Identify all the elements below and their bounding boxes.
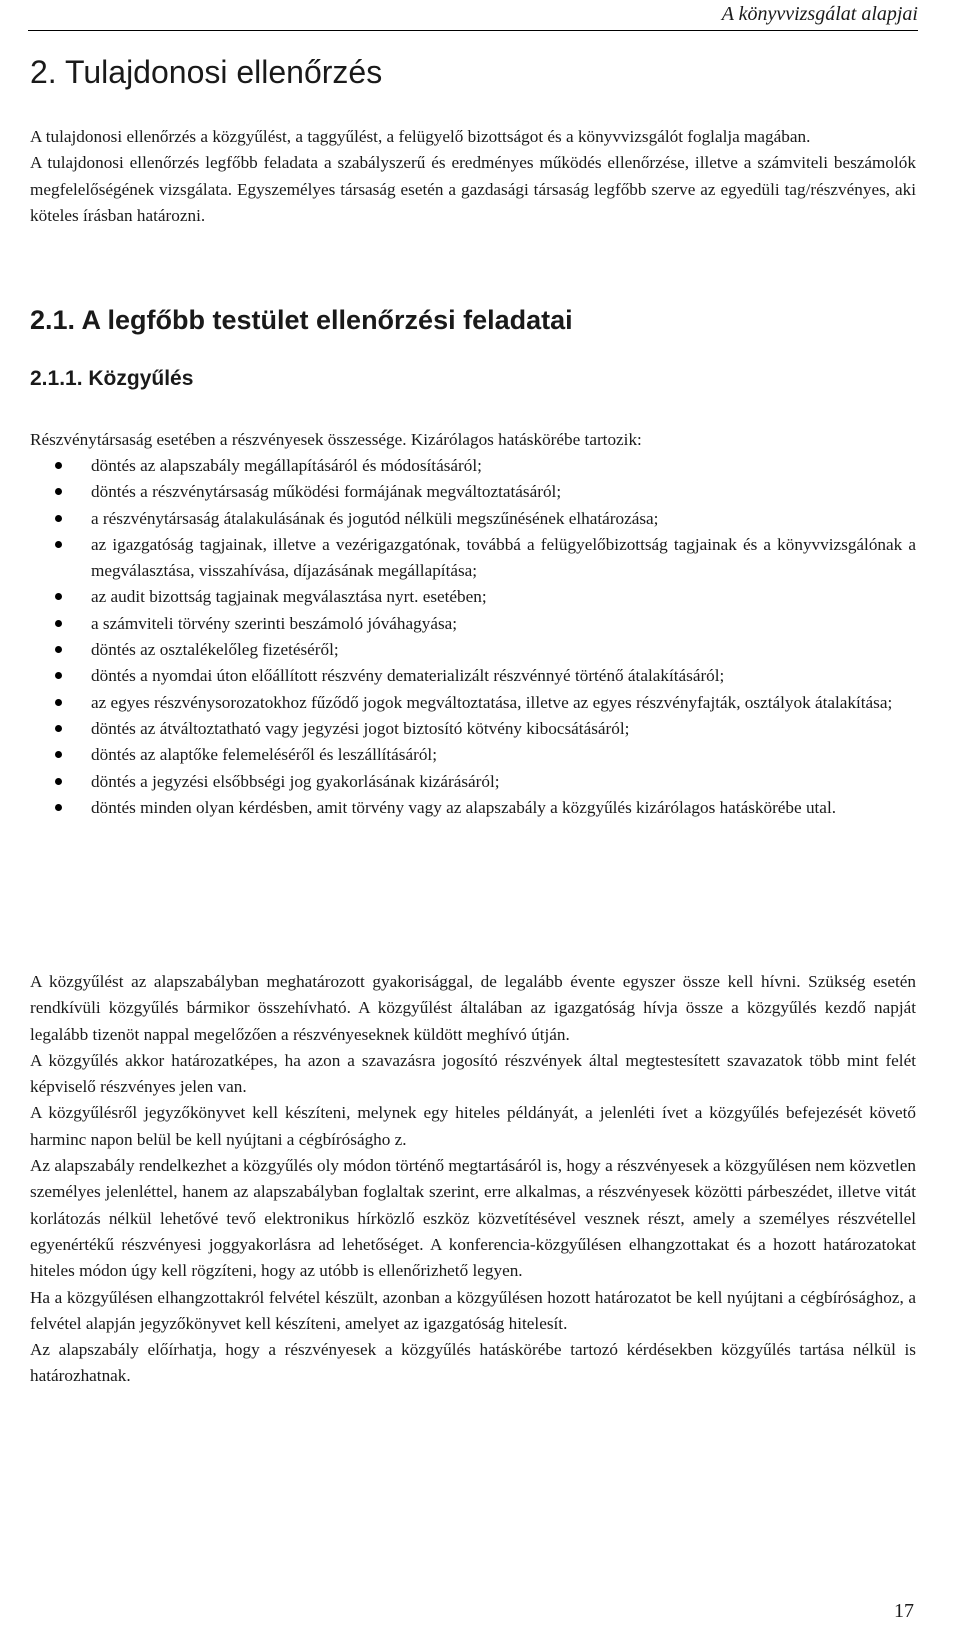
intro-text bbox=[30, 124, 916, 229]
bullet-icon bbox=[55, 751, 62, 758]
lead-text: Részvénytársaság esetében a részvényesek összessége. Kizárólagos hatáskörébe tartozik: bbox=[30, 430, 642, 449]
bullet-icon bbox=[55, 804, 62, 811]
subsubsection-title: 2.1.1. Közgyűlés bbox=[30, 367, 194, 390]
list-item: döntés az alapszabály megállapításáról és módosításáról; bbox=[30, 453, 916, 479]
paragraph: A közgyűlés akkor határozatképes, ha azon a szavazásra jogosító részvények által megtestesített szavazatok több mint felét képviselő részvényes jelen van. bbox=[30, 1050, 916, 1097]
bullet-icon bbox=[55, 672, 62, 679]
list-item: döntés az átváltoztatható vagy jegyzési jogot biztosító kötvény kibocsátásáról; bbox=[30, 716, 916, 742]
bullet-icon bbox=[55, 620, 62, 627]
bullet-icon bbox=[55, 725, 62, 732]
page-number: 17 bbox=[894, 1600, 914, 1622]
paragraph: Az alapszabály előírhatja, hogy a részvényesek a közgyűlés hatáskörébe tartozó kérdésekben közgyűlés tartása nélkül is határozhatnak. bbox=[30, 1340, 916, 1386]
paragraph: A közgyűlést az alapszabályban meghatározott gyakorisággal, de legalább évente egyszer össze kell hívni. Szükség esetén rendkívüli közgyűlés bármikor összehívható. A közgyűlést általában az igazgatóság hívja össze a közgyűlés kezdő napját legalább tizenöt nappal megelőzően a részvényeseknek küldött meghívó útján. bbox=[30, 972, 916, 1044]
list-item: döntés az osztalékelőleg fizetéséről; bbox=[30, 637, 916, 663]
list-item: az egyes részvénysorozatokhoz fűződő jogok megváltoztatása, illetve az egyes részvényfajták, osztályok átalakítása; bbox=[30, 690, 916, 716]
bullet-icon bbox=[55, 593, 62, 600]
paragraph: Az alapszabály rendelkezhet a közgyűlés oly módon történő megtartásáról is, hogy a részvényesek a közgyűlésen nem közvetlen személyes jelenléttel, hanem az alapszabályban foglaltak szerint, erre alkalmas, a részvényesek közötti párbeszédet, illetve vitát korlátozás nélkül lehetővé tevő elektronikus hírközlő eszköz közvetítésével vesznek részt, amely a személyes részvétellel egyenértékű részvényesi joggyakorlásra ad lehetőséget. A konferencia-közgyűlésen elhangzottakat és a hozott határozatokat hiteles módon úgy kell rögzíteni, hogy az utóbb is ellenőrizhető legyen. bbox=[30, 1156, 916, 1281]
section-title: 2. Tulajdonosi ellenőrzés bbox=[30, 54, 383, 90]
list-item: döntés a részvénytársaság működési formájának megváltoztatásáról; bbox=[30, 479, 916, 505]
list-item: az igazgatóság tagjainak, illetve a vezérigazgatónak, továbbá a felügyelőbizottság tagjainak és a könyvvizsgálónak a megválasztása, visszahívása, díjazásának megállapítása; bbox=[30, 532, 916, 585]
list-item: döntés minden olyan kérdésben, amit törvény vagy az alapszabály a közgyűlés kizárólagos hatáskörébe utal. bbox=[30, 795, 916, 821]
list-item: döntés az alaptőke felemeléséről és leszállításáról; bbox=[30, 742, 916, 768]
page-header bbox=[28, 0, 918, 31]
bullet-icon bbox=[55, 541, 62, 548]
list-item: a számviteli törvény szerinti beszámoló jóváhagyása; bbox=[30, 611, 916, 637]
paragraph: Ha a közgyűlésen elhangzottakról felvétel készült, azonban a közgyűlésen hozott határozatot be kell nyújtani a cégbírósághoz, a felvétel alapján jegyzőkönyvet kell készíteni, amelyet az igazgatóság hitelesít. bbox=[30, 1287, 916, 1333]
bullet-icon bbox=[55, 515, 62, 522]
bullet-icon bbox=[55, 646, 62, 653]
bullet-icon bbox=[55, 462, 62, 469]
list-item: döntés a nyomdai úton előállított részvény dematerializált részvénnyé történő átalakításáról; bbox=[30, 663, 916, 689]
paragraph: A közgyűlésről jegyzőkönyvet kell készíteni, melynek egy hiteles példányát, a jelenléti ívet a közgyűlés befejezését követő harminc napon belül be kell nyújtani a cégbíróságho z. bbox=[30, 1103, 916, 1149]
running-title: A könyvvizsgálat alapjai bbox=[721, 3, 918, 25]
subsection-title: 2.1. A legfőbb testület ellenőrzési feladatai bbox=[30, 305, 573, 335]
intro-sentence-2: A tulajdonosi ellenőrzés legfőbb feladata a szabályszerű és eredményes működés ellenőrzése, illetve a számviteli beszámolók megfelelőségének vizsgálata. Egyszemélyes társaság esetén a gazdasági társaság legfőbb szerve az egyedüli tag/részvényes, aki köteles írásban határozni. bbox=[30, 153, 916, 225]
list-item: a részvénytársaság átalakulásának és jogutód nélküli megszűnésének elhatározása; bbox=[30, 506, 916, 532]
list-item: az audit bizottság tagjainak megválasztása nyrt. esetében; bbox=[30, 584, 916, 610]
intro-sentence-1: A tulajdonosi ellenőrzés a közgyűlést, a taggyűlést, a felügyelő bizottságot és a könyvvizsgálót foglalja magában. bbox=[30, 127, 811, 146]
list-item: döntés a jegyzési elsőbbségi jog gyakorlásának kizárásáról; bbox=[30, 769, 916, 795]
competence-list bbox=[30, 453, 916, 821]
bullet-icon bbox=[55, 488, 62, 495]
bullet-icon bbox=[55, 778, 62, 785]
body-text bbox=[30, 969, 916, 1390]
bullet-icon bbox=[55, 699, 62, 706]
